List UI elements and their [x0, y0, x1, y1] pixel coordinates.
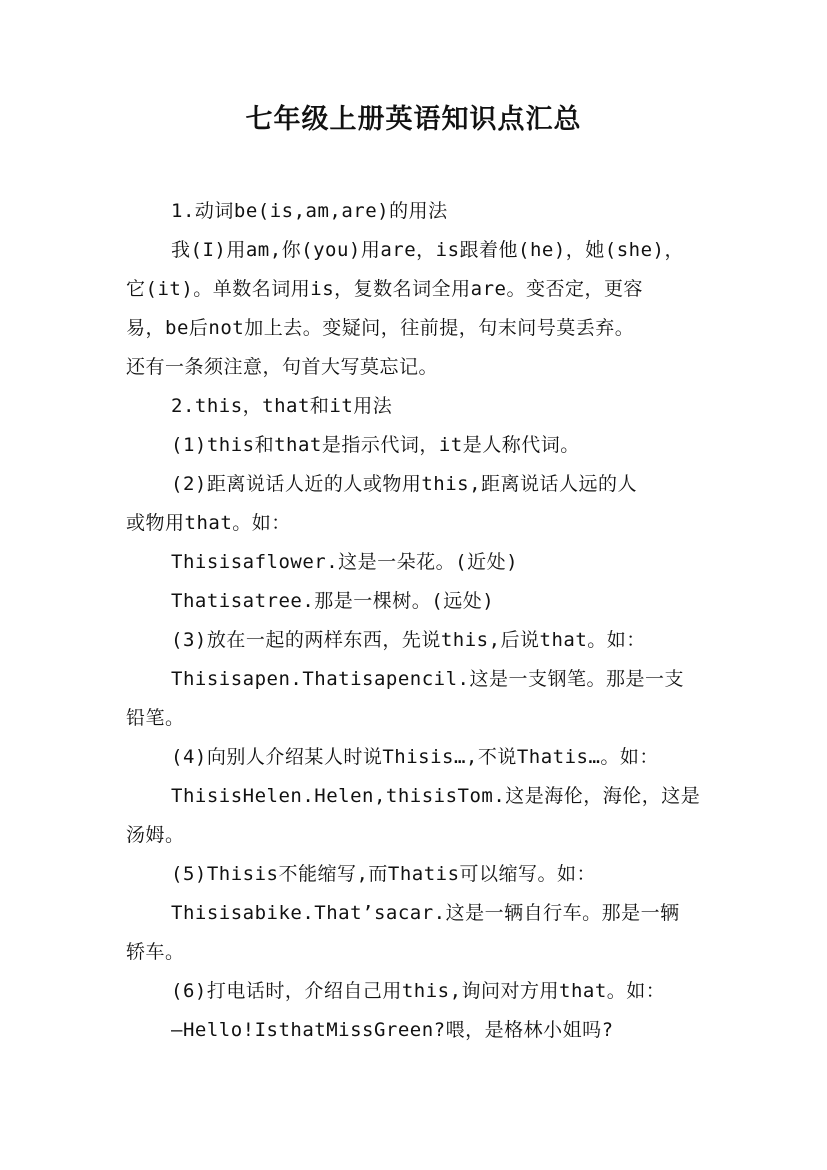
paragraph-line: 我(I)用am,你(you)用are，is跟着他(he)，她(she)， — [171, 239, 684, 261]
section-heading-1: 1.动词be(is,am,are)的用法 — [171, 200, 448, 222]
paragraph-line: (3)放在一起的两样东西，先说this,后说that。如： — [171, 629, 646, 651]
example-line: Thisisapen.Thatisapencil.这是一支钢笔。那是一支 — [171, 668, 684, 690]
example-line: 铅笔。 — [126, 707, 185, 729]
document-title: 七年级上册英语知识点汇总 — [245, 104, 582, 135]
example-line: Thisisaflower.这是一朵花。(近处) — [171, 551, 519, 573]
example-line: Thatisatree.那是一棵树。(远处) — [171, 590, 495, 612]
paragraph-line: (4)向别人介绍某人时说Thisis…,不说Thatis…。如： — [171, 746, 659, 768]
paragraph-line: (2)距离说话人近的人或物用this,距离说话人远的人 — [171, 473, 638, 495]
example-line: 轿车。 — [126, 941, 185, 963]
paragraph-line: 还有一条须注意，句首大写莫忘记。 — [126, 356, 439, 378]
paragraph-line: (6)打电话时，介绍自己用this,询问对方用that。如： — [171, 980, 666, 1002]
example-line: 汤姆。 — [126, 824, 185, 846]
example-line: Thisisabike.That’sacar.这是一辆自行车。那是一辆 — [171, 902, 680, 924]
example-line: ThisisHelen.Helen,thisisTom.这是海伦，海伦，这是 — [171, 785, 701, 807]
paragraph-line: 易，be后not加上去。变疑问，往前提，句末问号莫丢弃。 — [126, 317, 635, 339]
paragraph-line: 它(it)。单数名词用is，复数名词全用are。变否定，更容 — [126, 278, 643, 300]
paragraph-line: (5)Thisis不能缩写,而Thatis可以缩写。如： — [171, 863, 597, 885]
paragraph-line: (1)this和that是指示代词，it是人称代词。 — [171, 434, 580, 456]
paragraph-line: 或物用that。如： — [126, 512, 291, 534]
section-heading-2: 2.this，that和it用法 — [171, 395, 393, 417]
example-line: —Hello!IsthatMissGreen?喂，是格林小姐吗? — [171, 1019, 614, 1041]
